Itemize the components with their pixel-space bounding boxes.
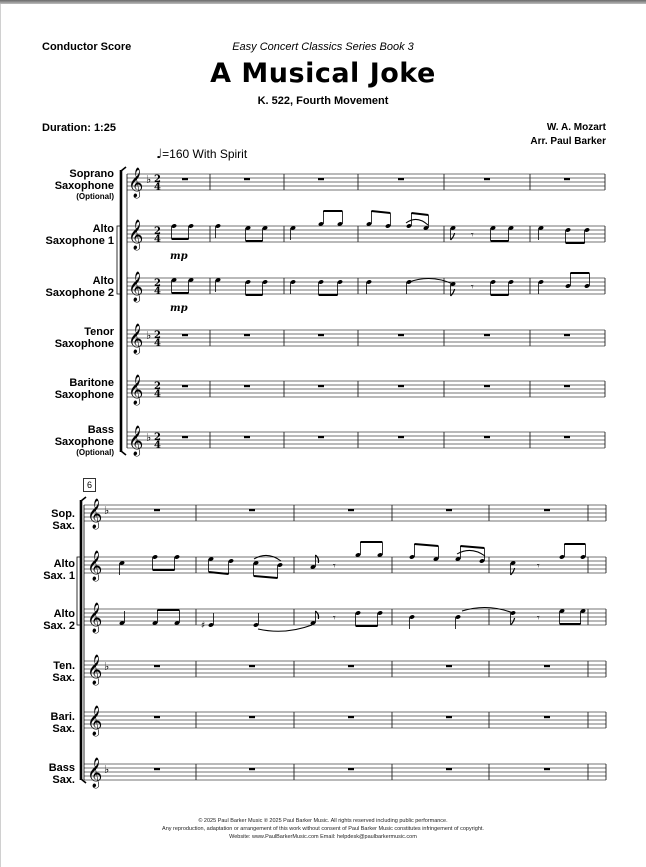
- piece-subtitle: K. 522, Fourth Movement: [257, 95, 389, 107]
- footer-notice: Any reproduction, adaptation or arrangement of this work without consent of Paul Barker Music constitutes infringement of copyright.: [162, 826, 484, 832]
- measure-rest-icon: [484, 436, 490, 438]
- label-line: Saxophone 1: [45, 235, 114, 247]
- measure-rest-icon: [182, 334, 188, 336]
- treble-clef-icon: 𝄞: [87, 551, 103, 581]
- slur: [254, 555, 281, 561]
- arranger-credit: Arr. Paul Barker: [530, 136, 606, 147]
- measure-rest-icon: [398, 436, 404, 438]
- measure-rest-icon: [244, 436, 250, 438]
- eighth-rest-icon: 𝄾: [333, 613, 336, 624]
- measure-rest-icon: [446, 509, 452, 511]
- dynamic-marking: mp: [170, 251, 188, 262]
- label-line: Ten.: [53, 660, 75, 672]
- time-sig-denominator: 4: [154, 182, 161, 193]
- measure-rest-icon: [564, 385, 570, 387]
- treble-clef-icon: 𝄞: [128, 220, 144, 250]
- eighth-rest-icon: 𝄾: [537, 561, 540, 572]
- eighth-flag: [511, 618, 515, 625]
- label-line: Sax.: [52, 774, 75, 786]
- measure-rest-icon: [154, 509, 160, 511]
- label-line: Bass: [87, 424, 114, 436]
- measure-rest-icon: [154, 716, 160, 718]
- tempo-text: =160 With Spirit: [162, 147, 248, 161]
- label-line: Bass: [48, 762, 75, 774]
- time-sig-numerator: 2: [154, 278, 161, 289]
- system-1: [117, 167, 605, 457]
- measure-rest-icon: [318, 436, 324, 438]
- rehearsal-mark: 6: [83, 478, 96, 492]
- slur: [462, 607, 513, 613]
- measure-rest-icon: [249, 509, 255, 511]
- eighth-rest-icon: 𝄾: [471, 282, 474, 293]
- measure-rest-icon: [249, 768, 255, 770]
- measure-rest-icon: [484, 385, 490, 387]
- measure-rest-icon: [318, 178, 324, 180]
- dynamic-marking: mp: [170, 303, 188, 314]
- measure-rest-icon: [398, 385, 404, 387]
- treble-clef-icon: 𝄞: [87, 499, 103, 529]
- series-title: Easy Concert Classics Series Book 3: [232, 41, 414, 53]
- label-line: Bari.: [50, 711, 75, 723]
- eighth-rest-icon: 𝄾: [471, 230, 474, 241]
- time-sig-numerator: 2: [154, 432, 161, 443]
- treble-clef-icon: 𝄞: [128, 324, 144, 354]
- time-sig-denominator: 4: [154, 440, 161, 451]
- measure-rest-icon: [154, 665, 160, 667]
- measure-rest-icon: [484, 178, 490, 180]
- measure-rest-icon: [348, 716, 354, 718]
- label-line: Alto: [53, 558, 75, 570]
- composer-credit: W. A. Mozart: [546, 122, 606, 133]
- system-2: [77, 497, 606, 789]
- measure-rest-icon: [182, 436, 188, 438]
- measure-rest-icon: [564, 178, 570, 180]
- flat-icon: ♭: [104, 504, 110, 517]
- quarter-note-icon: ♩: [156, 147, 163, 162]
- label-line: Tenor: [84, 326, 114, 338]
- piece-title: A Musical Joke: [210, 58, 436, 89]
- time-sig-numerator: 2: [154, 381, 161, 392]
- time-sig-numerator: 2: [154, 174, 161, 185]
- flat-icon: ♭: [104, 660, 110, 673]
- label-line: Soprano: [69, 168, 114, 180]
- measure-rest-icon: [244, 385, 250, 387]
- optional-note: (Optional): [76, 448, 114, 457]
- label-line: Saxophone: [54, 180, 114, 192]
- flat-icon: ♭: [104, 763, 110, 776]
- measure-rest-icon: [544, 716, 550, 718]
- measure-rest-icon: [154, 768, 160, 770]
- treble-clef-icon: 𝄞: [128, 375, 144, 405]
- eighth-flag: [315, 611, 318, 619]
- time-sig-denominator: 4: [154, 286, 161, 297]
- footer-contact: Website: www.PaulBarkerMusic.com Email: helpdesk@paulbarkermusic.com: [229, 834, 417, 840]
- label-line: Sax.: [52, 672, 75, 684]
- treble-clef-icon: 𝄞: [128, 426, 144, 456]
- measure-rest-icon: [544, 768, 550, 770]
- treble-clef-icon: 𝄞: [128, 272, 144, 302]
- label-line: Sax. 2: [43, 620, 75, 632]
- conductor-score-label: Conductor Score: [42, 41, 132, 53]
- treble-clef-icon: 𝄞: [128, 168, 144, 198]
- measure-rest-icon: [544, 509, 550, 511]
- sharp-icon: ♯: [201, 621, 206, 631]
- time-sig-denominator: 4: [154, 338, 161, 349]
- copyright-footer: [0, 817, 646, 841]
- label-line: Baritone: [69, 377, 114, 389]
- measure-rest-icon: [348, 665, 354, 667]
- measure-rest-icon: [348, 768, 354, 770]
- label-line: Saxophone: [54, 389, 114, 401]
- measure-rest-icon: [544, 665, 550, 667]
- eighth-rest-icon: 𝄾: [333, 561, 336, 572]
- duration-label: Duration: 1:25: [42, 122, 116, 134]
- label-line: Sax. 1: [43, 570, 75, 582]
- label-line: Sop.: [51, 508, 75, 520]
- label-line: Alto: [92, 275, 114, 287]
- label-line: Alto: [53, 608, 75, 620]
- label-line: Sax.: [52, 723, 75, 735]
- flat-icon: ♭: [146, 173, 152, 186]
- slur: [409, 278, 453, 284]
- eighth-rest-icon: 𝄾: [537, 613, 540, 624]
- measure-rest-icon: [446, 665, 452, 667]
- label-line: Sax.: [52, 520, 75, 532]
- flat-icon: ♭: [146, 329, 152, 342]
- footer-copyright: © 2025 Paul Barker Music ℗ 2025 Paul Barker Music. All rights reserved including public performance.: [198, 818, 448, 824]
- measure-rest-icon: [182, 178, 188, 180]
- time-sig-denominator: 4: [154, 389, 161, 400]
- treble-clef-icon: 𝄞: [87, 655, 103, 685]
- measure-rest-icon: [249, 716, 255, 718]
- eighth-flag: [315, 555, 318, 563]
- flat-icon: ♭: [146, 431, 152, 444]
- label-line: Saxophone 2: [45, 287, 114, 299]
- treble-clef-icon: 𝄞: [87, 603, 103, 633]
- treble-clef-icon: 𝄞: [87, 706, 103, 736]
- measure-rest-icon: [398, 334, 404, 336]
- slur: [457, 550, 485, 556]
- measure-rest-icon: [446, 716, 452, 718]
- measure-rest-icon: [182, 385, 188, 387]
- measure-rest-icon: [398, 178, 404, 180]
- measure-rest-icon: [244, 178, 250, 180]
- time-sig-numerator: 2: [154, 330, 161, 341]
- measure-rest-icon: [348, 509, 354, 511]
- measure-rest-icon: [318, 385, 324, 387]
- label-line: Alto: [92, 223, 114, 235]
- time-sig-numerator: 2: [154, 226, 161, 237]
- time-sig-denominator: 4: [154, 234, 161, 245]
- slur: [258, 625, 312, 631]
- measure-rest-icon: [244, 334, 250, 336]
- treble-clef-icon: 𝄞: [87, 758, 103, 788]
- measure-rest-icon: [484, 334, 490, 336]
- measure-rest-icon: [446, 768, 452, 770]
- measure-rest-icon: [564, 436, 570, 438]
- label-line: Saxophone: [54, 436, 114, 448]
- measure-rest-icon: [564, 334, 570, 336]
- measure-rest-icon: [318, 334, 324, 336]
- optional-note: (Optional): [76, 192, 114, 201]
- label-line: Saxophone: [54, 338, 114, 350]
- measure-rest-icon: [249, 665, 255, 667]
